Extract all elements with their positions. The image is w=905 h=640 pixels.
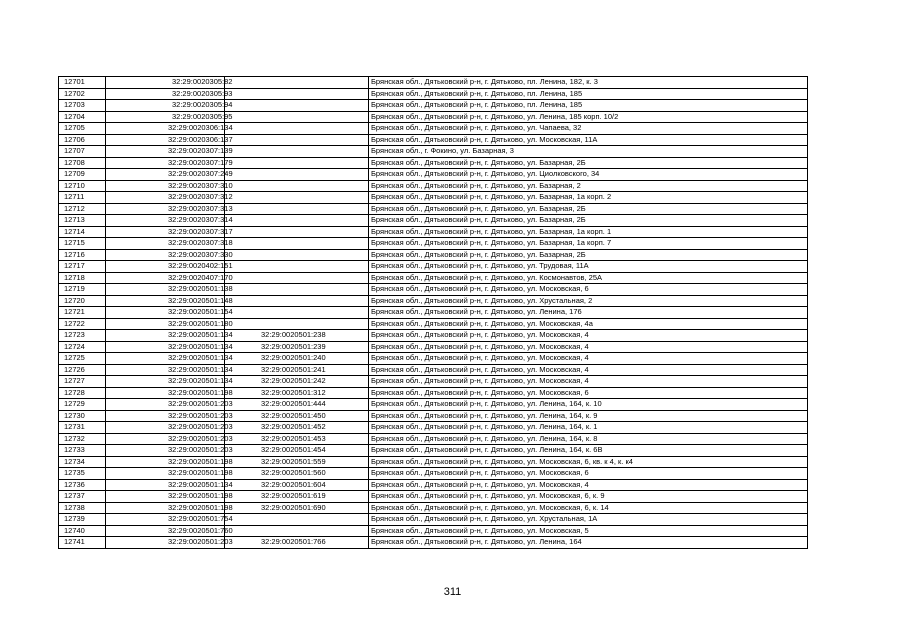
row-number-cell: 12740 bbox=[59, 525, 106, 537]
row-number-cell: 12733 bbox=[59, 445, 106, 457]
cadastral-number-cell: 32:29:0020501:203 bbox=[106, 399, 225, 411]
address-cell: Брянская обл., Дятьковский р-н, г. Дятьково, ул. Базарная, 1а корп. 2 bbox=[369, 192, 808, 204]
parent-cadastral-number-cell bbox=[225, 180, 369, 192]
cadastral-number-cell: 32:29:0020501:134 bbox=[106, 330, 225, 342]
parent-cadastral-number-cell bbox=[225, 88, 369, 100]
address-cell: Брянская обл., Дятьковский р-н, г. Дятьково, ул. Ленина, 164, к. 1 bbox=[369, 422, 808, 434]
parent-cadastral-number-cell: 32:29:0020501:242 bbox=[225, 376, 369, 388]
row-number-cell: 12704 bbox=[59, 111, 106, 123]
cadastral-number-cell: 32:29:0020501:203 bbox=[106, 537, 225, 549]
table-row bbox=[59, 134, 808, 146]
table-row bbox=[59, 399, 808, 411]
row-number-cell: 12741 bbox=[59, 537, 106, 549]
parent-cadastral-number-cell: 32:29:0020501:766 bbox=[225, 537, 369, 549]
address-cell: Брянская обл., Дятьковский р-н, г. Дятьково, ул. Базарная, 2Б bbox=[369, 215, 808, 227]
cadastral-number-cell: 32:29:0020305:94 bbox=[106, 100, 225, 112]
cadastral-number-cell: 32:29:0020501:198 bbox=[106, 502, 225, 514]
row-number-cell: 12722 bbox=[59, 318, 106, 330]
table-row bbox=[59, 295, 808, 307]
cadastral-number-cell: 32:29:0020307:317 bbox=[106, 226, 225, 238]
row-number-cell: 12701 bbox=[59, 77, 106, 89]
cadastral-number-cell: 32:29:0020307:314 bbox=[106, 215, 225, 227]
cadastral-number-cell: 32:29:0020402:151 bbox=[106, 261, 225, 273]
address-cell: Брянская обл., Дятьковский р-н, г. Дятьково, пл. Ленина, 185 bbox=[369, 88, 808, 100]
table-row bbox=[59, 479, 808, 491]
row-number-cell: 12716 bbox=[59, 249, 106, 261]
parent-cadastral-number-cell bbox=[225, 307, 369, 319]
row-number-cell: 12714 bbox=[59, 226, 106, 238]
row-number-cell: 12723 bbox=[59, 330, 106, 342]
table-row bbox=[59, 537, 808, 549]
table-row bbox=[59, 77, 808, 89]
parent-cadastral-number-cell: 32:29:0020501:450 bbox=[225, 410, 369, 422]
parent-cadastral-number-cell bbox=[225, 146, 369, 158]
parent-cadastral-number-cell bbox=[225, 111, 369, 123]
cadastral-number-cell: 32:29:0020501:760 bbox=[106, 525, 225, 537]
row-number-cell: 12718 bbox=[59, 272, 106, 284]
table-row bbox=[59, 410, 808, 422]
row-number-cell: 12732 bbox=[59, 433, 106, 445]
cadastral-number-cell: 32:29:0020501:203 bbox=[106, 410, 225, 422]
cadastral-number-cell: 32:29:0020501:134 bbox=[106, 376, 225, 388]
address-cell: Брянская обл., Дятьковский р-н, г. Дятьково, ул. Московская, 4 bbox=[369, 479, 808, 491]
parent-cadastral-number-cell bbox=[225, 284, 369, 296]
parent-cadastral-number-cell bbox=[225, 192, 369, 204]
parent-cadastral-number-cell: 32:29:0020501:312 bbox=[225, 387, 369, 399]
table-row bbox=[59, 226, 808, 238]
parent-cadastral-number-cell bbox=[225, 77, 369, 89]
table-row bbox=[59, 318, 808, 330]
table-row bbox=[59, 157, 808, 169]
address-cell: Брянская обл., Дятьковский р-н, г. Дятьково, ул. Московская, 4 bbox=[369, 330, 808, 342]
property-register-table bbox=[58, 76, 808, 549]
row-number-cell: 12705 bbox=[59, 123, 106, 135]
parent-cadastral-number-cell: 32:29:0020501:454 bbox=[225, 445, 369, 457]
address-cell: Брянская обл., Дятьковский р-н, г. Дятьково, ул. Московская, 4а bbox=[369, 318, 808, 330]
address-cell: Брянская обл., Дятьковский р-н, г. Дятьково, ул. Циолковского, 34 bbox=[369, 169, 808, 181]
table-row bbox=[59, 353, 808, 365]
address-cell: Брянская обл., Дятьковский р-н, г. Дятьково, ул. Московская, 6, к. 9 bbox=[369, 491, 808, 503]
cadastral-number-cell: 32:29:0020501:754 bbox=[106, 514, 225, 526]
row-number-cell: 12736 bbox=[59, 479, 106, 491]
table-row bbox=[59, 272, 808, 284]
parent-cadastral-number-cell bbox=[225, 169, 369, 181]
row-number-cell: 12719 bbox=[59, 284, 106, 296]
row-number-cell: 12717 bbox=[59, 261, 106, 273]
parent-cadastral-number-cell bbox=[225, 123, 369, 135]
cadastral-number-cell: 32:29:0020501:203 bbox=[106, 445, 225, 457]
table-row bbox=[59, 307, 808, 319]
row-number-cell: 12725 bbox=[59, 353, 106, 365]
address-cell: Брянская обл., Дятьковский р-н, г. Дятьково, ул. Московская, 6 bbox=[369, 284, 808, 296]
table-row bbox=[59, 169, 808, 181]
row-number-cell: 12726 bbox=[59, 364, 106, 376]
table-row bbox=[59, 284, 808, 296]
address-cell: Брянская обл., Дятьковский р-н, г. Дятьково, ул. Московская, 5 bbox=[369, 525, 808, 537]
cadastral-number-cell: 32:29:0020305:93 bbox=[106, 88, 225, 100]
address-cell: Брянская обл., Дятьковский р-н, г. Дятьково, ул. Базарная, 2 bbox=[369, 180, 808, 192]
row-number-cell: 12715 bbox=[59, 238, 106, 250]
table-row bbox=[59, 88, 808, 100]
cadastral-number-cell: 32:29:0020501:198 bbox=[106, 387, 225, 399]
parent-cadastral-number-cell: 32:29:0020501:241 bbox=[225, 364, 369, 376]
row-number-cell: 12708 bbox=[59, 157, 106, 169]
cadastral-number-cell: 32:29:0020305:82 bbox=[106, 77, 225, 89]
table-row bbox=[59, 422, 808, 434]
address-cell: Брянская обл., Дятьковский р-н, г. Дятьково, ул. Космонавтов, 25А bbox=[369, 272, 808, 284]
address-cell: Брянская обл., Дятьковский р-н, г. Дятьково, ул. Ленина, 176 bbox=[369, 307, 808, 319]
address-cell: Брянская обл., Дятьковский р-н, г. Дятьково, ул. Базарная, 2Б bbox=[369, 157, 808, 169]
cadastral-number-cell: 32:29:0020501:134 bbox=[106, 353, 225, 365]
table-row bbox=[59, 376, 808, 388]
parent-cadastral-number-cell: 32:29:0020501:559 bbox=[225, 456, 369, 468]
table-row bbox=[59, 445, 808, 457]
cadastral-number-cell: 32:29:0020305:95 bbox=[106, 111, 225, 123]
row-number-cell: 12727 bbox=[59, 376, 106, 388]
cadastral-number-cell: 32:29:0020501:154 bbox=[106, 307, 225, 319]
cadastral-number-cell: 32:29:0020501:148 bbox=[106, 295, 225, 307]
parent-cadastral-number-cell: 32:29:0020501:444 bbox=[225, 399, 369, 411]
address-cell: Брянская обл., Дятьковский р-н, г. Дятьково, пл. Ленина, 185 bbox=[369, 100, 808, 112]
row-number-cell: 12738 bbox=[59, 502, 106, 514]
parent-cadastral-number-cell: 32:29:0020501:240 bbox=[225, 353, 369, 365]
table-row bbox=[59, 261, 808, 273]
table-row bbox=[59, 341, 808, 353]
parent-cadastral-number-cell bbox=[225, 215, 369, 227]
table-row bbox=[59, 100, 808, 112]
parent-cadastral-number-cell: 32:29:0020501:560 bbox=[225, 468, 369, 480]
parent-cadastral-number-cell bbox=[225, 238, 369, 250]
address-cell: Брянская обл., Дятьковский р-н, г. Дятьково, ул. Ленина, 185 корп. 10/2 bbox=[369, 111, 808, 123]
address-cell: Брянская обл., Дятьковский р-н, г. Дятьково, ул. Московская, 11А bbox=[369, 134, 808, 146]
cadastral-number-cell: 32:29:0020307:139 bbox=[106, 146, 225, 158]
row-number-cell: 12703 bbox=[59, 100, 106, 112]
address-cell: Брянская обл., Дятьковский р-н, г. Дятьково, пл. Ленина, 182, к. 3 bbox=[369, 77, 808, 89]
cadastral-number-cell: 32:29:0020501:203 bbox=[106, 433, 225, 445]
parent-cadastral-number-cell bbox=[225, 100, 369, 112]
address-cell: Брянская обл., Дятьковский р-н, г. Дятьково, ул. Ленина, 164, к. 9 bbox=[369, 410, 808, 422]
address-cell: Брянская обл., Дятьковский р-н, г. Дятьково, ул. Базарная, 2Б bbox=[369, 203, 808, 215]
row-number-cell: 12720 bbox=[59, 295, 106, 307]
cadastral-number-cell: 32:29:0020501:203 bbox=[106, 422, 225, 434]
cadastral-number-cell: 32:29:0020307:318 bbox=[106, 238, 225, 250]
table-row bbox=[59, 364, 808, 376]
row-number-cell: 12711 bbox=[59, 192, 106, 204]
table-row bbox=[59, 111, 808, 123]
cadastral-number-cell: 32:29:0020501:134 bbox=[106, 479, 225, 491]
register-table-body bbox=[59, 77, 808, 549]
row-number-cell: 12735 bbox=[59, 468, 106, 480]
row-number-cell: 12702 bbox=[59, 88, 106, 100]
table-row bbox=[59, 456, 808, 468]
address-cell: Брянская обл., Дятьковский р-н, г. Дятьково, ул. Московская, 6 bbox=[369, 468, 808, 480]
parent-cadastral-number-cell: 32:29:0020501:604 bbox=[225, 479, 369, 491]
parent-cadastral-number-cell bbox=[225, 514, 369, 526]
parent-cadastral-number-cell bbox=[225, 272, 369, 284]
row-number-cell: 12729 bbox=[59, 399, 106, 411]
cadastral-number-cell: 32:29:0020307:330 bbox=[106, 249, 225, 261]
row-number-cell: 12713 bbox=[59, 215, 106, 227]
table-row bbox=[59, 433, 808, 445]
address-cell: Брянская обл., Дятьковский р-н, г. Дятьково, ул. Базарная, 1а корп. 7 bbox=[369, 238, 808, 250]
row-number-cell: 12731 bbox=[59, 422, 106, 434]
address-cell: Брянская обл., Дятьковский р-н, г. Дятьково, ул. Московская, 4 bbox=[369, 353, 808, 365]
address-cell: Брянская обл., Дятьковский р-н, г. Дятьково, ул. Московская, 6, к. 14 bbox=[369, 502, 808, 514]
parent-cadastral-number-cell: 32:29:0020501:239 bbox=[225, 341, 369, 353]
table-row bbox=[59, 502, 808, 514]
table-row bbox=[59, 146, 808, 158]
address-cell: Брянская обл., Дятьковский р-н, г. Дятьково, ул. Хрустальная, 1А bbox=[369, 514, 808, 526]
parent-cadastral-number-cell: 32:29:0020501:238 bbox=[225, 330, 369, 342]
cadastral-number-cell: 32:29:0020501:138 bbox=[106, 284, 225, 296]
table-row bbox=[59, 514, 808, 526]
cadastral-number-cell: 32:29:0020501:198 bbox=[106, 468, 225, 480]
address-cell: Брянская обл., Дятьковский р-н, г. Дятьково, ул. Ленина, 164 bbox=[369, 537, 808, 549]
row-number-cell: 12739 bbox=[59, 514, 106, 526]
row-number-cell: 12721 bbox=[59, 307, 106, 319]
address-cell: Брянская обл., Дятьковский р-н, г. Дятьково, ул. Московская, 4 bbox=[369, 341, 808, 353]
page-number: 311 bbox=[443, 586, 462, 598]
parent-cadastral-number-cell bbox=[225, 134, 369, 146]
row-number-cell: 12724 bbox=[59, 341, 106, 353]
row-number-cell: 12706 bbox=[59, 134, 106, 146]
table-row bbox=[59, 238, 808, 250]
table-row bbox=[59, 491, 808, 503]
row-number-cell: 12728 bbox=[59, 387, 106, 399]
table-row bbox=[59, 387, 808, 399]
address-cell: Брянская обл., Дятьковский р-н, г. Дятьково, ул. Базарная, 2Б bbox=[369, 249, 808, 261]
address-cell: Брянская обл., Дятьковский р-н, г. Дятьково, ул. Ленина, 164, к. 6В bbox=[369, 445, 808, 457]
row-number-cell: 12734 bbox=[59, 456, 106, 468]
address-cell: Брянская обл., г. Фокино, ул. Базарная, 3 bbox=[369, 146, 808, 158]
address-cell: Брянская обл., Дятьковский р-н, г. Дятьково, ул. Трудовая, 11А bbox=[369, 261, 808, 273]
cadastral-number-cell: 32:29:0020501:180 bbox=[106, 318, 225, 330]
parent-cadastral-number-cell: 32:29:0020501:452 bbox=[225, 422, 369, 434]
parent-cadastral-number-cell bbox=[225, 249, 369, 261]
address-cell: Брянская обл., Дятьковский р-н, г. Дятьково, ул. Хрустальная, 2 bbox=[369, 295, 808, 307]
parent-cadastral-number-cell bbox=[225, 525, 369, 537]
cadastral-number-cell: 32:29:0020501:198 bbox=[106, 491, 225, 503]
address-cell: Брянская обл., Дятьковский р-н, г. Дятьково, ул. Московская, 6 bbox=[369, 387, 808, 399]
cadastral-number-cell: 32:29:0020501:134 bbox=[106, 341, 225, 353]
table-row bbox=[59, 249, 808, 261]
cadastral-number-cell: 32:29:0020307:312 bbox=[106, 192, 225, 204]
parent-cadastral-number-cell bbox=[225, 226, 369, 238]
table-row bbox=[59, 180, 808, 192]
parent-cadastral-number-cell: 32:29:0020501:453 bbox=[225, 433, 369, 445]
parent-cadastral-number-cell bbox=[225, 157, 369, 169]
address-cell: Брянская обл., Дятьковский р-н, г. Дятьково, ул. Московская, 4 bbox=[369, 364, 808, 376]
address-cell: Брянская обл., Дятьковский р-н, г. Дятьково, ул. Ленина, 164, к. 8 bbox=[369, 433, 808, 445]
address-cell: Брянская обл., Дятьковский р-н, г. Дятьково, ул. Чапаева, 32 bbox=[369, 123, 808, 135]
parent-cadastral-number-cell bbox=[225, 318, 369, 330]
table-row bbox=[59, 215, 808, 227]
address-cell: Брянская обл., Дятьковский р-н, г. Дятьково, ул. Базарная, 1а корп. 1 bbox=[369, 226, 808, 238]
address-cell: Брянская обл., Дятьковский р-н, г. Дятьково, ул. Московская, 4 bbox=[369, 376, 808, 388]
row-number-cell: 12709 bbox=[59, 169, 106, 181]
table-row bbox=[59, 203, 808, 215]
parent-cadastral-number-cell bbox=[225, 203, 369, 215]
parent-cadastral-number-cell bbox=[225, 261, 369, 273]
table-row bbox=[59, 123, 808, 135]
row-number-cell: 12710 bbox=[59, 180, 106, 192]
cadastral-number-cell: 32:29:0020407:170 bbox=[106, 272, 225, 284]
table-row bbox=[59, 525, 808, 537]
cadastral-number-cell: 32:29:0020307:310 bbox=[106, 180, 225, 192]
cadastral-number-cell: 32:29:0020307:249 bbox=[106, 169, 225, 181]
row-number-cell: 12707 bbox=[59, 146, 106, 158]
row-number-cell: 12712 bbox=[59, 203, 106, 215]
parent-cadastral-number-cell: 32:29:0020501:690 bbox=[225, 502, 369, 514]
address-cell: Брянская обл., Дятьковский р-н, г. Дятьково, ул. Ленина, 164, к. 10 bbox=[369, 399, 808, 411]
parent-cadastral-number-cell: 32:29:0020501:619 bbox=[225, 491, 369, 503]
parent-cadastral-number-cell bbox=[225, 295, 369, 307]
cadastral-number-cell: 32:29:0020306:134 bbox=[106, 123, 225, 135]
cadastral-number-cell: 32:29:0020306:137 bbox=[106, 134, 225, 146]
row-number-cell: 12737 bbox=[59, 491, 106, 503]
cadastral-number-cell: 32:29:0020501:134 bbox=[106, 364, 225, 376]
cadastral-number-cell: 32:29:0020501:198 bbox=[106, 456, 225, 468]
cadastral-number-cell: 32:29:0020307:313 bbox=[106, 203, 225, 215]
address-cell: Брянская обл., Дятьковский р-н, г. Дятьково, ул. Московская, 6, кв. к 4, к. к4 bbox=[369, 456, 808, 468]
row-number-cell: 12730 bbox=[59, 410, 106, 422]
table-row bbox=[59, 330, 808, 342]
table-row bbox=[59, 192, 808, 204]
table-row bbox=[59, 468, 808, 480]
cadastral-number-cell: 32:29:0020307:179 bbox=[106, 157, 225, 169]
